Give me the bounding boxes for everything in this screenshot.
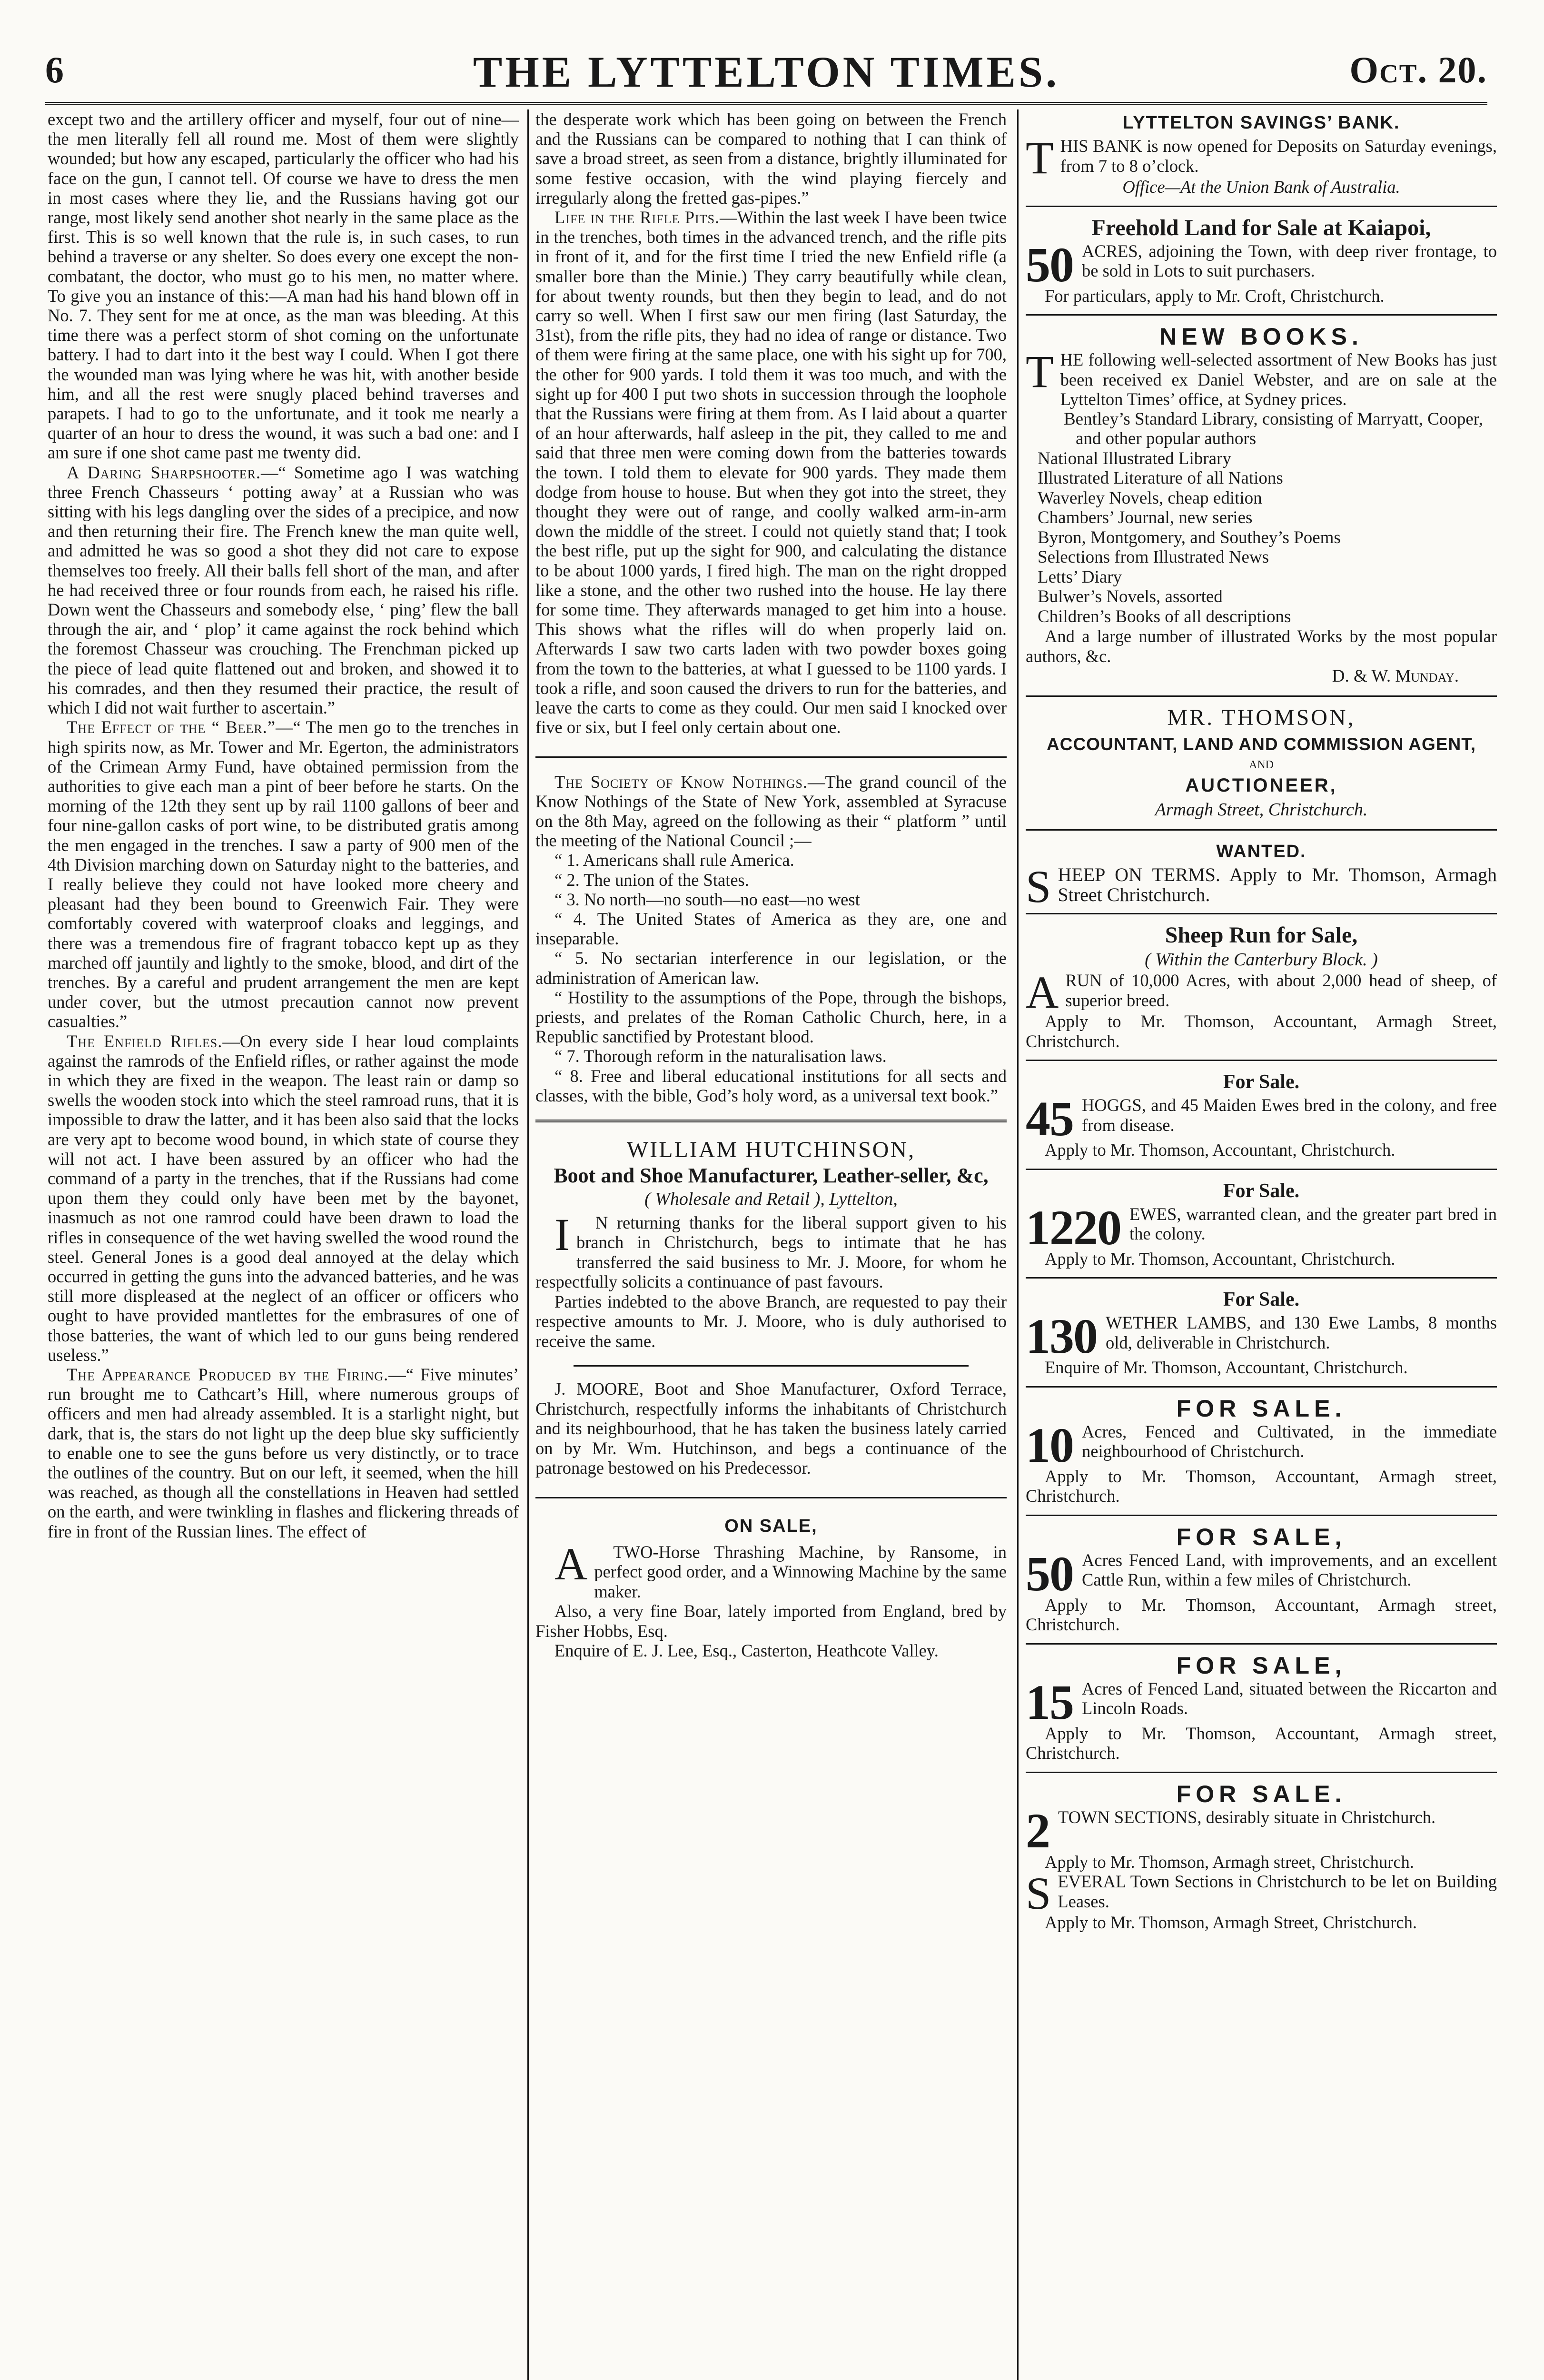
ad-text: EVERAL Town Sections in Christchurch to be let on Building Leases. <box>1058 1872 1497 1911</box>
ad-text: HOGGS, and 45 Maiden Ewes bred in the colony, and free from disease. <box>1082 1095 1497 1135</box>
ad-body <box>1026 1309 1497 1364</box>
book-item: National Illustrated Library <box>1038 448 1231 468</box>
ad-contact: Apply to Mr. Thomson, Accountant, Armagh street, Christchurch. <box>1026 1595 1497 1634</box>
ad-divider <box>1026 314 1497 316</box>
ad-number: 50 <box>1026 1546 1073 1601</box>
ad-on-sale <box>535 1513 1007 1661</box>
ad-body <box>1026 1091 1497 1146</box>
article-separator <box>535 1497 1007 1498</box>
drop-cap: A <box>1026 967 1059 1018</box>
ad-contact: Apply to Mr. Thomson, Armagh Street, Christchurch. <box>1045 1913 1417 1932</box>
book-item: Byron, Montgomery, and Southey’s Poems <box>1038 527 1341 547</box>
ad-body <box>1026 132 1497 183</box>
ad-contact: For particulars, apply to Mr. Croft, Christchurch. <box>1045 286 1385 306</box>
ad-divider <box>1026 206 1497 207</box>
article-paragraph: except two and the artillery officer and myself, four out of nine—the men literally fell all round me. Most of them were slightly wounded; but how any escaped, particularly the officer who had his face on the gun, I cannot tell. Of course we have to dress the men in most cases where they lie, and the Russians having got our range, most likely send another shot nearly in the same place as the first. This is so well known that the rule is, in such cases, to run behind a traverse or any shelter. So does every one except the non-combatant, the doctor, who must go to his men, no matter where. To give you an instance of this:—A man had his hand blown off in No. 7. They sent for me at once, as the man was bleeding. At this time there was a perfect storm of shot coming on the unfortunate battery. I had to dart into it the best way I could. When I got there the wounded man was lying where he was hit, with another beside him, and all the rest were snugly placed behind traverses and parapets. I had to go to the unfortunate, and it took me nearly a quarter of an hour to dress the wound, it was such a bad one: and I am sure if one shot came past me twenty did. <box>48 109 519 463</box>
ad-ewes <box>1026 1178 1497 1269</box>
article-text: —“ Sometime ago I was watching three French Chasseurs ‘ potting away’ at a Russian who was sitting with his legs dangling over the sides of a precipice, and now and then returning their fire. The French knew the man quite well, and admitted he was so good a shot they did not care to expose themselves too freely. All their balls fell short of the man, and after he had received three or four rounds from each, he raised his rifle. Down went the Chasseurs and somebody else, ‘ ping’ flew the ball through the air, and ‘ plop’ it came against the rock behind which the foremost Chasseur was crouching. The Frenchman picked up the piece of lead quite flattened out and broken, and showed it to his comrades, and then they resumed their practice, the result of which I did not wait further to ascertain.” <box>48 462 519 718</box>
ad-text: ACRES, adjoining the Town, with deep river frontage, to be sold in Lots to suit purchasers. <box>1082 241 1497 280</box>
ad-body <box>1026 346 1497 409</box>
ad-contact: Apply to Mr. Thomson, Accountant, Christchurch. <box>1045 1140 1396 1160</box>
drop-cap: I <box>554 1209 570 1260</box>
ad-body: And a large number of illustrated Works by the most popular authors, &c. <box>1026 626 1497 666</box>
page-header <box>45 47 1487 104</box>
ad-title: FOR SALE. <box>1176 1395 1346 1422</box>
ad-divider <box>1026 1772 1497 1773</box>
ad-divider <box>1026 1277 1497 1279</box>
ad-lambs <box>1026 1286 1497 1378</box>
ad-subtitle: Boot and Shoe Manufacturer, Leather-seller, &c, <box>554 1163 989 1187</box>
ad-divider <box>574 1365 969 1367</box>
ad-body <box>535 1209 1007 1292</box>
ad-text: HEEP ON TERMS. Apply to Mr. Thomson, Armagh Street Christchurch. <box>1058 864 1497 905</box>
ad-text: Acres Fenced Land, with improvements, and an excellent Cattle Run, within a few miles of Christchurch. <box>1082 1550 1497 1589</box>
ad-signature: D. & W. Munday. <box>1332 666 1459 686</box>
ad-divider <box>1026 1169 1497 1170</box>
ad-title: NEW BOOKS. <box>1159 323 1363 350</box>
ad-body <box>1026 1200 1497 1255</box>
ad-contact: Apply to Mr. Thomson, Accountant, Armagh street, Christchurch. <box>1026 1466 1497 1506</box>
ad-kaiapoi <box>1026 215 1497 306</box>
ad-title: Sheep Run for Sale, <box>1165 922 1358 948</box>
ad-text: TWO-Horse Thrashing Machine, by Ransome, in perfect good order, and a Winnowing Machine by the same maker. <box>594 1542 1007 1601</box>
article-paragraph <box>48 1365 519 1541</box>
drop-cap: S <box>1026 1868 1051 1919</box>
list-item: “ 1. Americans shall rule America. <box>554 850 794 870</box>
book-item: Children’s Books of all descriptions <box>1038 606 1291 626</box>
ad-savings-bank <box>1026 109 1497 197</box>
ad-text: RUN of 10,000 Acres, with about 2,000 head of sheep, of superior breed. <box>1065 971 1497 1010</box>
ad-number: 15 <box>1026 1675 1073 1730</box>
book-item: Chambers’ Journal, new series <box>1038 508 1253 527</box>
ad-body <box>1026 967 1497 1018</box>
ad-divider <box>1026 1060 1497 1061</box>
header-rule <box>45 102 1487 105</box>
column-3 <box>1026 109 1497 2380</box>
column-2 <box>535 109 1007 2380</box>
ad-contact: Apply to Mr. Thomson, Accountant, Christchurch. <box>1045 1249 1396 1269</box>
article-heading: The Effect of the “ Beer.” <box>67 717 276 737</box>
ad-text: HE following well-selected assortment of New Books has just been received ex Daniel Webster, and are on sale at the Lyttelton Times’ office, at Sydney prices. <box>1060 350 1497 409</box>
ad-contact: Apply to Mr. Thomson, Armagh street, Christchurch. <box>1045 1852 1414 1872</box>
ad-hoggs <box>1026 1069 1497 1160</box>
ad-hutchinson <box>535 1137 1007 1478</box>
list-item: “ 7. Thorough reform in the naturalisation laws. <box>554 1046 887 1066</box>
article-text: —The grand council of the Know Nothings of the State of New York, assembled at Syracuse on the 8th May, agreed on the following as their “ platform ” until the meeting of the National Council ;— <box>535 772 1007 851</box>
article-heading: A Daring Sharpshooter. <box>67 462 261 482</box>
ad-text: TOWN SECTIONS, desirably situate in Christchurch. <box>1058 1807 1436 1827</box>
book-item: Illustrated Literature of all Nations <box>1038 468 1283 488</box>
ad-and: AND <box>1249 759 1274 771</box>
list-item: “ 5. No sectarian interference in our legislation, or the administration of American law. <box>535 948 1007 988</box>
ad-number: 45 <box>1026 1091 1073 1146</box>
ad-title: FOR SALE, <box>1176 1523 1346 1550</box>
ad-body <box>535 1538 1007 1602</box>
ad-text: Acres, Fenced and Cultivated, in the immediate neighbourhood of Christchurch. <box>1082 1421 1497 1461</box>
article-paragraph: the desperate work which has been going on between the French and the Russians can be compared to nothing that I can think of save a broad street, as seen from a distance, brightly illuminated for some festive occasion, with the wind playing fiercely and irregularly along the fretted gas-pipes.” <box>535 109 1007 208</box>
ad-office: Office—At the Union Bank of Australia. <box>1122 177 1400 197</box>
ad-title: For Sale. <box>1223 1289 1300 1310</box>
ad-body <box>1026 861 1497 912</box>
article-text: —Within the last week I have been twice in the trenches, both times in the advanced trench, and the rifle pits in front of it, and for the first time I tried the new Enfield rifle (a smaller bore than the Minie.) They carry beautifully while clean, for about twenty rounds, but then they begin to lead, and do not carry so well. When I first saw our men firing (last Saturday, the 31st), from the rifle pits, they had no idea of range or distance. Two of them were firing at the same place, one with his sight up for 700, the other for 900 yards. I told them it was too much, and with the sight up for 400 I put two shots in succession through the loophole that the Russians were firing at them from. As I laid about a quarter of an hour afterwards, half asleep in the pit, they called to me and said that three men were coming down from the batteries towards the town. I told them to elevate for 900 yards. They made them dodge from house to house. But when they got into the street, they thought they were out of range, and coolly walked arm-in-arm down the middle of the street. I could not quietly stand that; I took the best rifle, put up the sight for 900, and calculating the distance to be about 1000 yards, I fired high. The man on the right dropped like a stone, and the other two rushed into the house. He lay there for some time. They afterwards managed to get him into a house. This shows what the rifles will do when properly laid on. Afterwards I saw two carts laden with two powder boxes going from the town to the batteries, at what I guessed to be 1100 yards. I took a rifle, and soon caused the drivers to run for the batteries, and leave the carts to come as they could. Our men said I knocked over five or six, but I feel only certain about one. <box>535 208 1007 737</box>
book-item: Waverley Novels, cheap edition <box>1038 488 1262 508</box>
ad-contact: Apply to Mr. Thomson, Accountant, Armagh Street, Christchurch. <box>1026 1012 1497 1051</box>
ad-title: ON SALE, <box>724 1516 818 1536</box>
list-item: “ Hostility to the assumptions of the Pope, through the bishops, priests, and prelates of the Roman Catholic Church, here, in a Republic sanctified by Protestant blood. <box>535 987 1007 1047</box>
ad-title: FOR SALE. <box>1176 1780 1346 1807</box>
ad-50-acres <box>1026 1524 1497 1635</box>
article-heading: The Enfield Rifles. <box>67 1031 223 1051</box>
ad-text: HIS BANK is now opened for Deposits on Saturday evenings, from 7 to 8 o’clock. <box>1060 136 1497 176</box>
ad-title: WANTED. <box>1216 842 1306 862</box>
ad-body: J. MOORE, Boot and Shoe Manufacturer, Oxford Terrace, Christchurch, respectfully informs the inhabitants of Christchurch and its neighbourhood, that he has taken the business lately carried on by Mr. Wm. Hutchinson, and begs a continuance of the patronage bestowed on his Predecessor. <box>535 1379 1007 1478</box>
ad-body: Enquire of E. J. Lee, Esq., Casterton, Heathcote Valley. <box>554 1641 939 1661</box>
page-number: 6 <box>45 49 64 90</box>
book-item: Bentley’s Standard Library, consisting of Marryatt, Cooper, and other popular authors <box>1064 409 1483 448</box>
ad-divider <box>1026 829 1497 831</box>
article-text: —“ The men go to the trenches in high spirits now, as Mr. Tower and Mr. Egerton, the administrators of the Crimean Army Fund, have obtained permission from the authorities to give each man a pint of beer before he starts. On the morning of the 12th they sent up by rail 1100 gallons of beer and four nine-gallon casks of port wine, to be distributed gratis among the men engaged in the trenches. I saw a party of 900 men of the 4th Division marching down on Saturday night to the batteries, and I really believe they could not have looked more cheery and pleasant had they been bound to Greenwich Fair. They were comfortably covered with waterproof cloaks and leggings, and there was a tremendous fire of fragrant tobacco kept up as they marched off jauntily and lightly to the smoke, blood, and dirt of the trenches. By a careful and prudent arrangement the men are kept under cover, but the utmost precaution cannot now prevent casualties.” <box>48 717 519 1031</box>
ad-title: Freehold Land for Sale at Kaiapoi, <box>1091 215 1431 240</box>
ad-contact: Apply to Mr. Thomson, Accountant, Armagh street, Christchurch. <box>1026 1723 1497 1763</box>
ad-number: 2 <box>1026 1803 1049 1858</box>
article-heading: Life in the Rifle Pits. <box>554 208 720 228</box>
book-item: Letts’ Diary <box>1038 567 1122 587</box>
article-heading: The Appearance Produced by the Firing. <box>67 1365 389 1384</box>
list-item: “ 8. Free and liberal educational institutions for all sects and classes, with the bible, God’s holy word, as a universal text book.” <box>535 1066 1007 1105</box>
ad-text: WETHER LAMBS, and 130 Ewe Lambs, 8 months old, deliverable in Christchurch. <box>1106 1313 1497 1352</box>
ad-thomson <box>1026 704 1497 821</box>
ad-title: MR. THOMSON, <box>1167 705 1356 730</box>
ad-body <box>1026 1418 1497 1473</box>
ad-title: FOR SALE, <box>1176 1652 1346 1679</box>
drop-cap: A <box>554 1538 588 1589</box>
ad-divider <box>1026 695 1497 697</box>
ad-body <box>1026 1868 1497 1919</box>
list-item: “ 2. The union of the States. <box>554 870 749 890</box>
ad-divider <box>1026 1515 1497 1516</box>
drop-cap: S <box>1026 861 1051 912</box>
ad-town-sections <box>1026 1781 1497 1933</box>
ad-body <box>1026 1803 1497 1858</box>
ad-number: 50 <box>1026 237 1073 292</box>
ad-number: 10 <box>1026 1418 1073 1473</box>
ad-number: 1220 <box>1026 1200 1121 1255</box>
ad-address: Armagh Street, Christchurch. <box>1155 800 1368 820</box>
article-text: —“ Five minutes’ run brought me to Cathcart’s Hill, where numerous groups of officers and men had already assembled. It is a starlight night, but dark, that is, the stars do not light up the deep blue sky sufficiently to enable one to see the guns before us very distinctly, or to trace the outlines of the country. But on our left, it seemed, when the hill was reached, as though all the constellations in Heaven had settled on the earth, and were twinkling in flashes and flickering threads of fire in front of the Russian lines. The effect of <box>48 1365 519 1541</box>
article-paragraph <box>48 1031 519 1365</box>
drop-cap: T <box>1026 132 1054 183</box>
drop-cap: T <box>1026 346 1054 397</box>
column-1 <box>48 109 519 2380</box>
ad-sheep-run <box>1026 922 1497 1051</box>
list-item: “ 4. The United States of America as they are, one and inseparable. <box>535 909 1007 949</box>
ad-contact: Enquire of Mr. Thomson, Accountant, Christchurch. <box>1045 1358 1408 1377</box>
ad-subtitle: ( Within the Canterbury Block. ) <box>1145 950 1378 970</box>
issue-date: Oct. 20. <box>1349 49 1487 90</box>
column-rule <box>1017 109 1019 2380</box>
ad-15-acres <box>1026 1652 1497 1763</box>
ad-new-books <box>1026 323 1497 687</box>
article-separator <box>535 756 1007 758</box>
list-item: “ 3. No north—no south—no east—no west <box>554 889 860 909</box>
ad-body: Parties indebted to the above Branch, are requested to pay their respective amounts to Mr. J. Moore, who is duly authorised to receive the same. <box>535 1291 1007 1351</box>
ad-text: Acres of Fenced Land, situated between the Riccarton and Lincoln Roads. <box>1082 1678 1497 1718</box>
ad-number: 130 <box>1026 1309 1097 1364</box>
ad-body: Also, a very fine Boar, lately imported from England, bred by Fisher Hobbs, Esq. <box>535 1601 1007 1641</box>
masthead: THE LYTTELTON TIMES. <box>473 48 1060 96</box>
ad-divider <box>1026 1643 1497 1645</box>
article-paragraph <box>535 208 1007 737</box>
ad-body <box>1026 237 1497 292</box>
article-text: —On every side I hear loud complaints against the ramrods of the Enfield rifles, or rather against the mode in which they are fixed in the weapon. The least rain or damp so swells the wooden stock into which the steel ramroad runs, that it is impossible to draw the latter, and it has been also said that the locks are very apt to become wood bound, in which state of course they will not act. I have been assured by an officer who had the command of a party in the trenches, that if the Russians had come upon them they could only have been met by the bayonet, inasmuch as not one ramrod could have been drawn to load the rifles in consequence of the wet having swelled the wood round the steel. General Jones is a good deal annoyed at the delay which occurred in getting the guns into the advanced batteries, and he was still more displeased at the neglect of an officer or officers who ought to have provided mantlettes for the embrasures of one of those batteries, the want of which led to our guns being rendered useless.” <box>48 1031 519 1365</box>
ad-title: For Sale. <box>1223 1071 1300 1093</box>
ad-body <box>1026 1546 1497 1601</box>
ad-divider <box>1026 913 1497 914</box>
book-item: Bulwer’s Novels, assorted <box>1038 587 1223 606</box>
ad-wanted <box>1026 838 1497 912</box>
ad-text: EWES, warranted clean, and the greater part bred in the colony. <box>1129 1204 1497 1243</box>
ad-title: For Sale. <box>1223 1180 1300 1202</box>
column-rule <box>527 109 529 2380</box>
ad-role: ACCOUNTANT, LAND AND COMMISSION AGENT, <box>1047 734 1476 754</box>
ad-tagline: ( Wholesale and Retail ), Lyttelton, <box>644 1189 898 1209</box>
ad-divider <box>1026 1386 1497 1388</box>
ad-title: WILLIAM HUTCHINSON, <box>626 1137 916 1162</box>
ad-10-acres <box>1026 1395 1497 1506</box>
article-paragraph <box>48 463 519 718</box>
article-heading: The Society of Know Nothings. <box>554 772 808 792</box>
ad-title: LYTTELTON SAVINGS’ BANK. <box>1122 113 1400 133</box>
article-paragraph <box>48 717 519 1031</box>
article-paragraph <box>535 772 1007 851</box>
book-item: Selections from Illustrated News <box>1038 547 1269 567</box>
ad-text: N returning thanks for the liberal support given to his branch in Christchurch, begs to intimate that he has transferred the said business to Mr. J. Moore, for whom he respectfully solicits a continuance of past favours. <box>535 1212 1007 1292</box>
ad-body <box>1026 1675 1497 1730</box>
ad-role: AUCTIONEER, <box>1185 775 1337 796</box>
article-separator <box>535 1120 1007 1122</box>
